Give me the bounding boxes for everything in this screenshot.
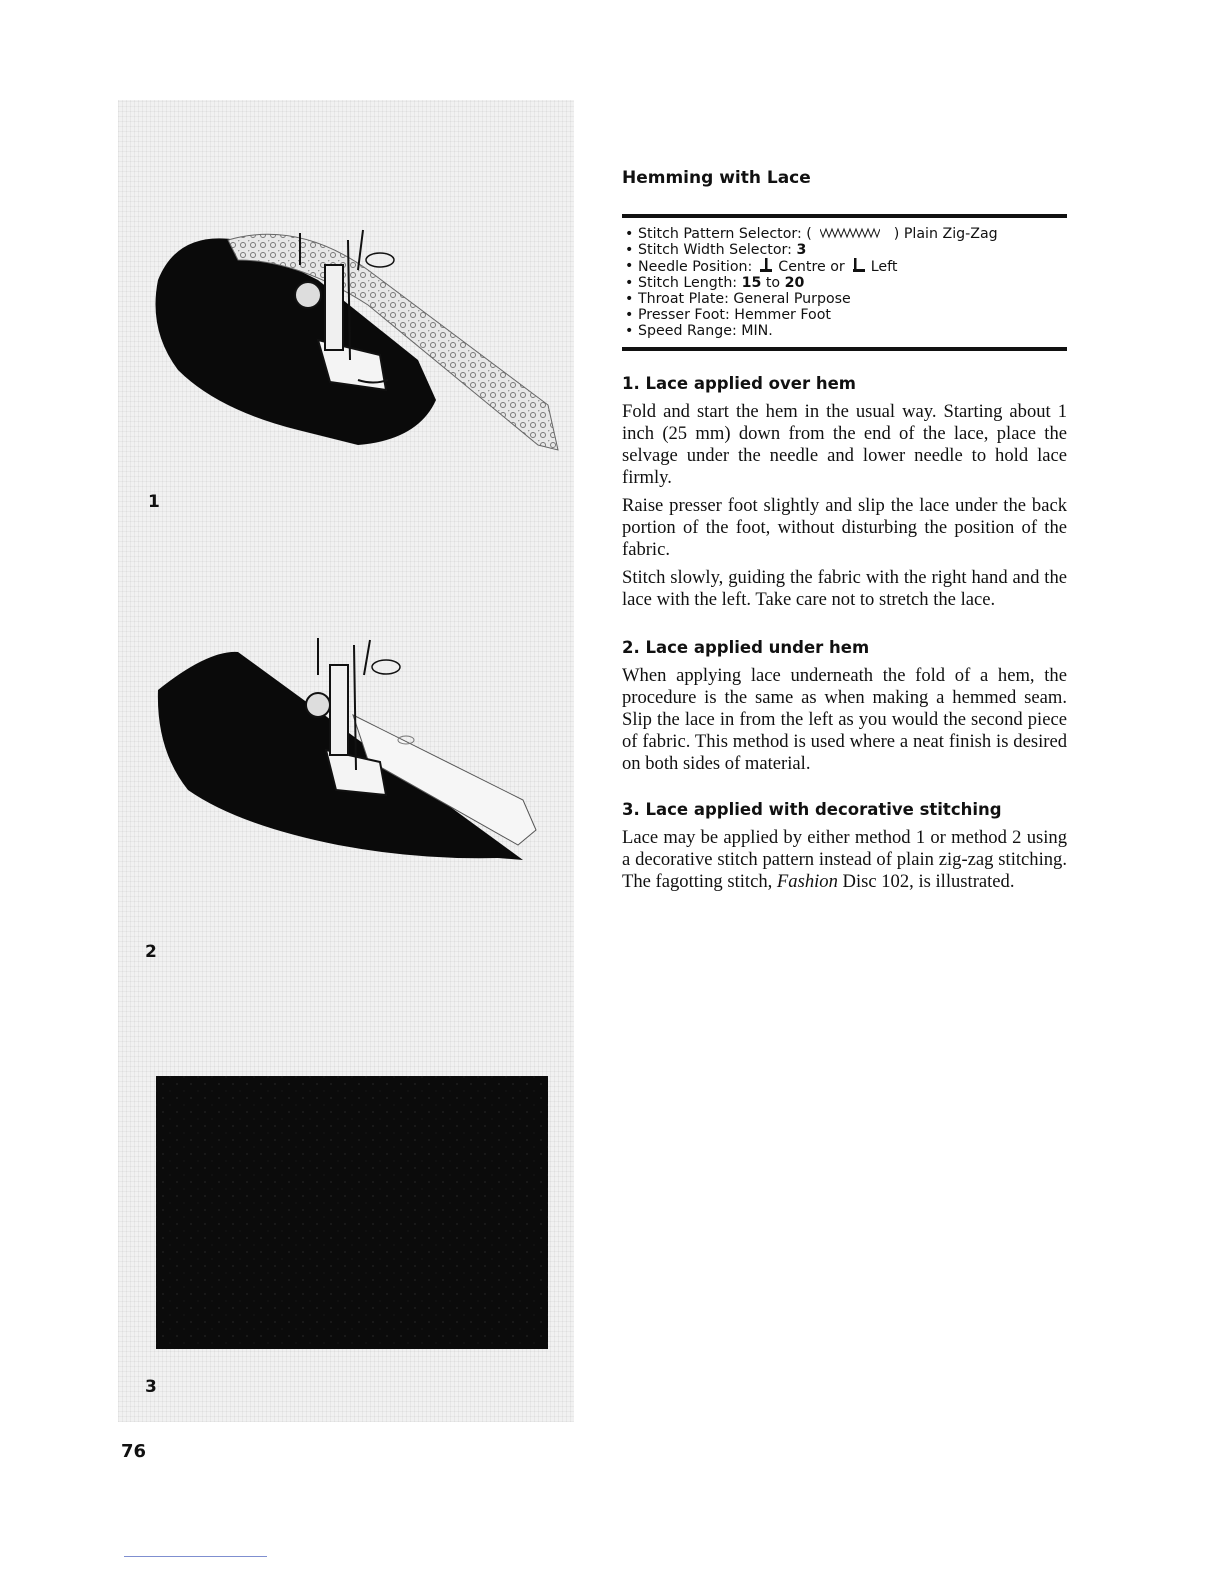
zigzag-pattern-icon [820,227,880,239]
thumbscrew-2 [306,693,330,717]
figure-3-drawing [156,1076,548,1349]
section-1-heading: 1. Lace applied over hem [622,374,856,393]
needle-centre-icon [760,258,772,272]
section-2-paragraph-1: When applying lace underneath the fold of a hem, the procedure is the same as when making a hemmed seam. Slip the lace in from the left as you would the second piece of fabric. This method is used where a neat finish is desired on both sides of material. [622,665,1067,774]
spec-stitch-width: • Stitch Width Selector: 3 [622,242,1067,258]
section-2-heading: 2. Lace applied under hem [622,638,870,657]
section-1-paragraph-1: Fold and start the hem in the usual way. Starting about 1 inch (25 mm) down from the end of the lace, place the selvage under the needle and lower needle to hold lace firmly. [622,401,1067,488]
section-lace-decorative [622,799,1067,893]
section-3-paragraph-1: Lace may be applied by either method 1 or method 2 using a decorative stitch pattern instead of plain zig-zag stitching. The fagotting stitch, Fashion Disc 102, is illustrated. [622,827,1067,892]
section-lace-under-hem [622,637,1067,775]
text-column [622,166,1067,893]
spec-stitch-pattern: • Stitch Pattern Selector: ( ) Plain Zig-Zag [622,226,1067,242]
section-3-heading: 3. Lace applied with decorative stitching [622,800,1002,819]
thumbscrew-1 [295,282,321,308]
illustrations [118,100,574,1422]
fabric-3 [156,1076,548,1349]
figure-2-drawing [158,638,536,860]
foot-shank-2 [330,665,348,755]
spec-stitch-length: • Stitch Length: 15 to 20 [622,275,1067,291]
figure-1-label: 1 [148,492,160,512]
settings-list [622,226,1067,339]
foot-shank-1 [325,265,343,350]
needle-left-icon [853,258,865,272]
spec-needle-position: • Needle Position: Centre or Left [622,258,1067,275]
spec-presser-foot: • Presser Foot: Hemmer Foot [622,307,1067,323]
figure-3-label: 3 [145,1377,157,1397]
illustration-column [118,100,574,1422]
settings-box [622,214,1067,351]
figure-2-label: 2 [145,942,157,962]
page-number: 76 [121,1441,147,1462]
figure-1-drawing [156,230,559,450]
page-title: Hemming with Lace [622,168,811,188]
section-1-paragraph-3: Stitch slowly, guiding the fabric with the right hand and the lace with the left. Take care not to stretch the lace. [622,567,1067,610]
bottom-rule [124,1556,267,1557]
section-lace-over-hem [622,373,1067,611]
section-1-paragraph-2: Raise presser foot slightly and slip the lace under the back portion of the foot, without disturbing the position of the fabric. [622,495,1067,560]
spec-speed-range: • Speed Range: MIN. [622,323,1067,339]
spec-throat-plate: • Throat Plate: General Purpose [622,291,1067,307]
